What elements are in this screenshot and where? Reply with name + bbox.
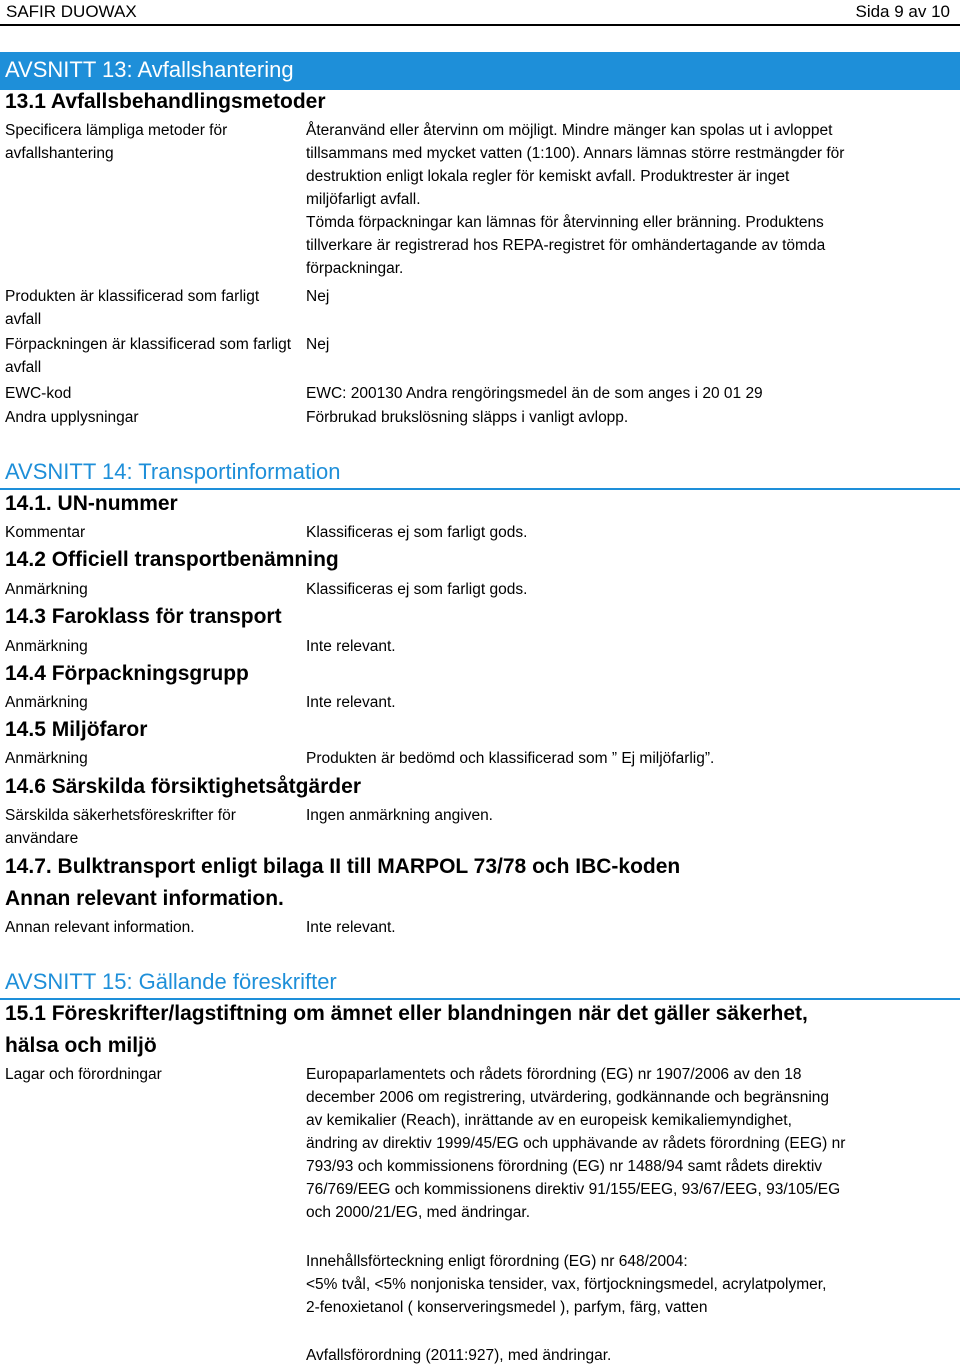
section-13-title: AVSNITT 13: Avfallshantering [5, 57, 294, 82]
reach-line-2: december 2006 om registrering, utvärdering, godkännande och begränsning [306, 1089, 830, 1106]
section-13-bar [0, 52, 960, 90]
section-15-title: AVSNITT 15: Gällande föreskrifter [5, 969, 337, 994]
section-14-1-heading: 14.1. UN-nummer [5, 492, 178, 515]
value-14-1: Klassificeras ej som farligt gods. [306, 524, 528, 541]
value-product-hazardous-waste: Nej [306, 288, 330, 305]
label-14-6: Särskilda säkerhetsföreskrifter för användare [5, 807, 236, 847]
label-packaging-hazardous-waste: Förpackningen är klassificerad som farligt avfall [5, 336, 292, 376]
waste-ordinance: Avfallsförordning (2011:927), med ändringar. [306, 1347, 612, 1364]
section-15-1-heading-line2: hälsa och miljö [5, 1034, 157, 1057]
disposal-line-6: tillverkare är registrerad hos REPA-registret för omhändertagande av tömda [306, 237, 826, 254]
disposal-line-4: miljöfarligt avfall. [306, 191, 421, 208]
value-other-info: Förbrukad brukslösning släpps i vanligt avlopp. [306, 409, 629, 426]
page-number: Sida 9 av 10 [855, 2, 950, 21]
section-14-4-heading: 14.4 Förpackningsgrupp [5, 662, 249, 685]
disposal-line-1: Återanvänd eller återvinn om möjligt. Mindre mänger kan spolas ut i avloppet [306, 122, 833, 139]
product-name: SAFIR DUOWAX [6, 2, 137, 21]
section-15-1-heading-line1: 15.1 Föreskrifter/lagstiftning om ämnet eller blandningen när det gäller säkerhet, [5, 1002, 808, 1025]
value-14-6: Ingen anmärkning angiven. [306, 807, 493, 824]
ingredients-declaration [306, 1250, 926, 1319]
value-14-7: Inte relevant. [306, 919, 396, 936]
value-14-2: Klassificeras ej som farligt gods. [306, 581, 528, 598]
label-14-5: Anmärkning [5, 750, 88, 767]
reach-line-7: och 2000/21/EG, med ändringar. [306, 1204, 531, 1221]
section-14-5-heading: 14.5 Miljöfaror [5, 718, 148, 741]
label-other-info: Andra upplysningar [5, 409, 139, 426]
reach-line-6: 76/769/EEG och kommissionens direktiv 91/155/EEG, 93/67/EEG, 93/105/EG [306, 1181, 841, 1198]
value-laws-regulations [306, 1063, 926, 1224]
value-14-5: Produkten är bedömd och klassificerad som ” Ej miljöfarlig”. [306, 750, 715, 767]
value-disposal-methods [306, 119, 926, 280]
value-packaging-hazardous-waste: Nej [306, 336, 330, 353]
ingredients-line-1: Innehållsförteckning enligt förordning (EG) nr 648/2004: [306, 1253, 688, 1270]
label-ewc-code: EWC-kod [5, 385, 72, 402]
section-14-6-heading: 14.6 Särskilda försiktighetsåtgärder [5, 775, 361, 798]
ingredients-line-2: <5% tvål, <5% nonjoniska tensider, vax, förtjockningsmedel, acrylatpolymer, [306, 1276, 827, 1293]
section-14-2-heading: 14.2 Officiell transportbenämning [5, 548, 339, 571]
label-product-hazardous-waste: Produkten är klassificerad som farligt avfall [5, 288, 260, 328]
reach-line-1: Europaparlamentets och rådets förordning (EG) nr 1907/2006 av den 18 [306, 1066, 802, 1083]
section-14-3-heading: 14.3 Faroklass för transport [5, 605, 282, 628]
section-14-7-heading: 14.7. Bulktransport enligt bilaga II till MARPOL 73/78 och IBC-koden [5, 855, 681, 878]
reach-line-3: av kemikalier (Reach), inrättande av en europeisk kemikaliemyndighet, [306, 1112, 792, 1129]
section-14-7-subheading: Annan relevant information. [5, 887, 284, 910]
disposal-line-5: Tömda förpackningar kan lämnas för återvinning eller bränning. Produktens [306, 214, 824, 231]
reach-line-5: 793/93 och kommissionens förordning (EG) nr 1488/94 samt rådets direktiv [306, 1158, 823, 1175]
label-14-4: Anmärkning [5, 694, 88, 711]
reach-line-4: ändring av direktiv 1999/45/EG och upphävande av rådets förordning (EEG) nr [306, 1135, 846, 1152]
ingredients-line-3: 2-fenoxietanol ( konserveringsmedel ), parfym, färg, vatten [306, 1299, 708, 1316]
value-14-4: Inte relevant. [306, 694, 396, 711]
label-disposal-methods: Specificera lämpliga metoder för avfallshantering [5, 122, 228, 162]
label-laws-regulations: Lagar och förordningar [5, 1066, 162, 1083]
section-14-title: AVSNITT 14: Transportinformation [5, 459, 341, 484]
disposal-line-7: förpackningar. [306, 260, 404, 277]
value-ewc-code: EWC: 200130 Andra rengöringsmedel än de som anges i 20 01 29 [306, 385, 763, 402]
section-13-1-heading: 13.1 Avfallsbehandlingsmetoder [5, 90, 326, 113]
disposal-line-3: destruktion enligt lokala regler för kemiskt avfall. Produktrester är inget [306, 168, 790, 185]
header-rule [0, 24, 960, 26]
value-14-3: Inte relevant. [306, 638, 396, 655]
label-14-3: Anmärkning [5, 638, 88, 655]
label-14-2: Anmärkning [5, 581, 88, 598]
page-header [0, 0, 960, 26]
label-14-7: Annan relevant information. [5, 919, 195, 936]
disposal-line-2: tillsammans med mycket vatten (1:100). Annars lämnas större restmängder för [306, 145, 845, 162]
label-14-1: Kommentar [5, 524, 86, 541]
